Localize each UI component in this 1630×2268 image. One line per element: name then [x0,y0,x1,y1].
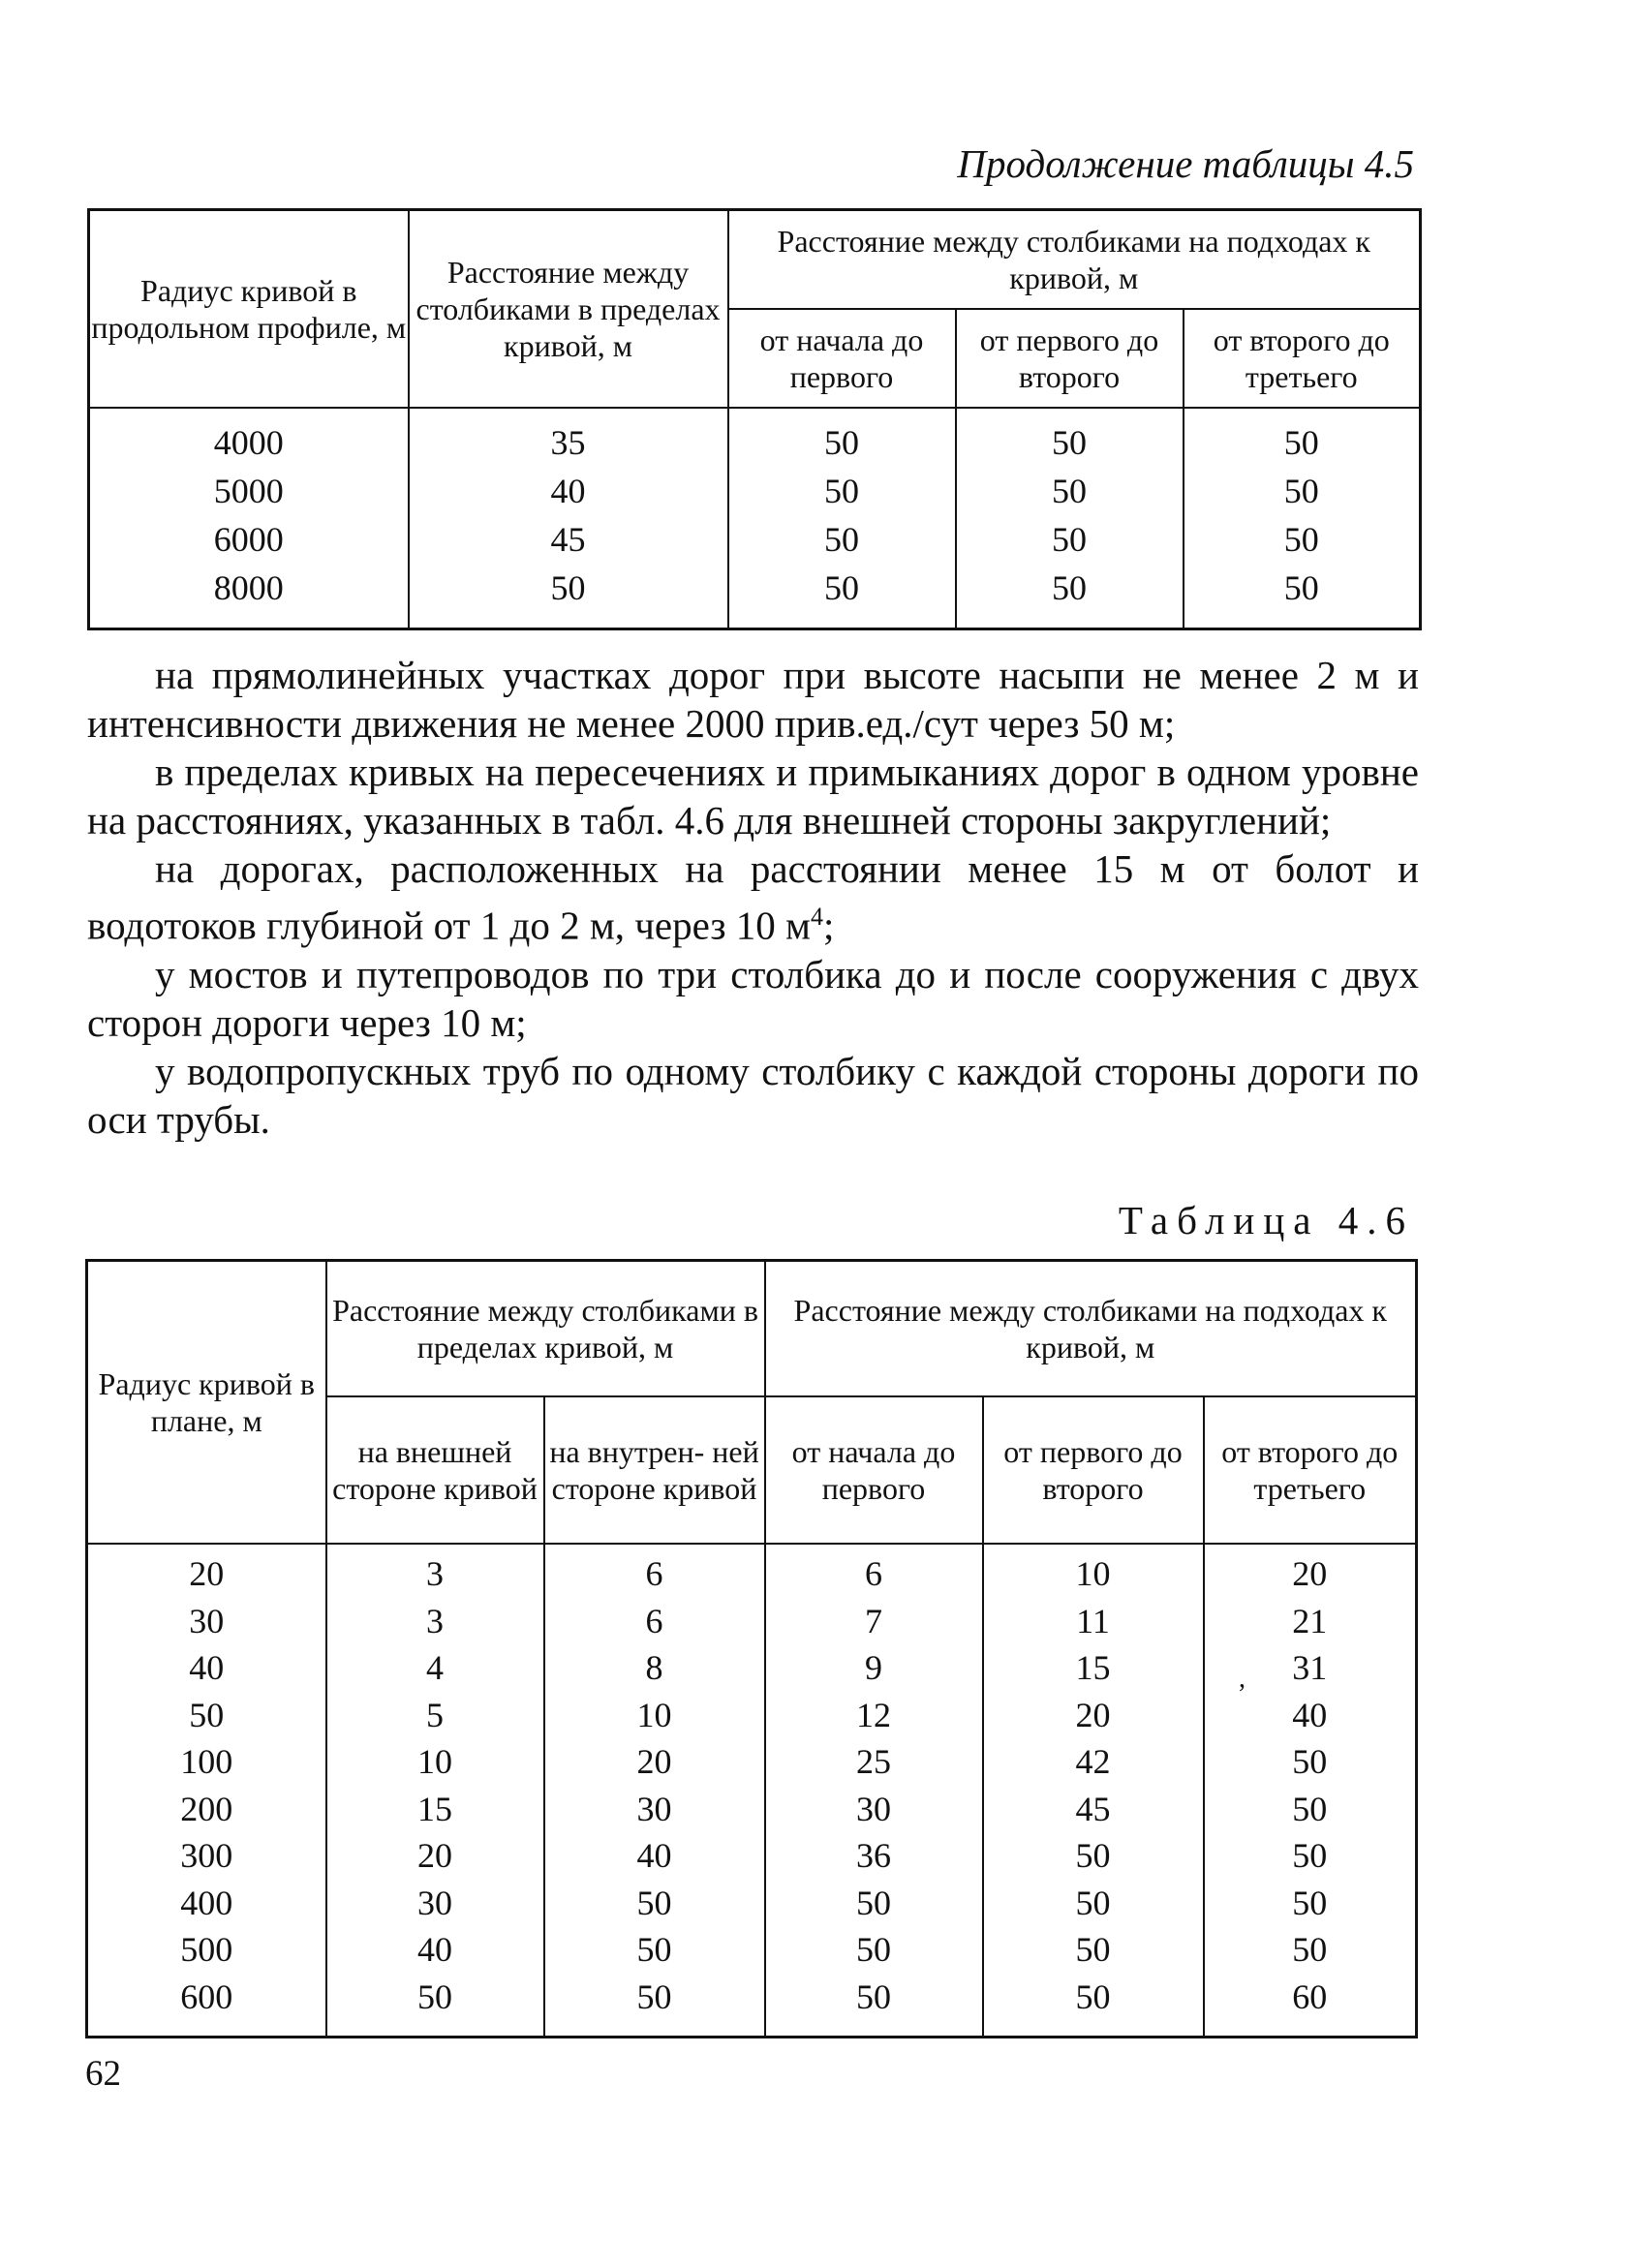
paragraph [87,844,1419,950]
table-cell: 15 [983,1644,1204,1692]
page-number: 62 [85,2054,121,2094]
table-cell: 15 [326,1786,544,1833]
table-cell: 50 [1184,564,1421,629]
table-cell: 40 [544,1832,765,1880]
table-cell: 20 [1204,1544,1417,1598]
table-cell: 31 [1204,1644,1417,1692]
table-cell: 4 [326,1644,544,1692]
table-cell: 50 [765,1880,983,1927]
table-cell: 50 [1184,467,1421,515]
table-cell: 21 [1204,1598,1417,1645]
table-cell: 50 [765,1974,983,2038]
table-row [87,1880,1417,1927]
table-cell: 400 [87,1880,326,1927]
table-cell: 10 [983,1544,1204,1598]
table-row [87,1738,1417,1786]
header-sub-2: от первого до второго [983,1396,1204,1544]
table-cell: 40 [326,1926,544,1974]
paragraph: у мостов и путепроводов по три столбика до и после сооружения с двух сторон дороги через 10 м; [87,951,1419,1045]
header-sub-3: от второго до третьего [1204,1396,1417,1544]
header-sub-2: от первого до второго [956,309,1184,408]
table-row [87,1974,1417,2038]
table-cell: 50 [1184,408,1421,467]
table-cell: 30 [326,1880,544,1927]
header-within-outer: на внешней стороне кривой [326,1396,544,1544]
paragraph-text: на дорогах, расположенных на расстоянии менее 15 м от болот и водотоков глубиной от 1 до 2 м, через 10 м [87,846,1419,948]
table-cell: 500 [87,1926,326,1974]
table-cell: 50 [728,408,956,467]
table-cell: 25 [765,1738,983,1786]
table-cell: 300 [87,1832,326,1880]
table-cell: 35 [409,408,728,467]
table-row [89,515,1421,564]
header-within-inner: на внутрен- ней стороне кривой [544,1396,765,1544]
table-row [89,564,1421,629]
table-cell: 50 [728,515,956,564]
table-row [87,1544,1417,1598]
table-cell: 7 [765,1598,983,1645]
table-cell: 45 [409,515,728,564]
table-cell: 50 [983,1832,1204,1880]
table-row [87,1692,1417,1739]
paragraph: у водопропускных труб по одному столбику с каждой стороны дороги по оси трубы. [87,1048,1419,1142]
table-row [89,467,1421,515]
table-cell: 5 [326,1692,544,1739]
table-4-5 [87,208,1422,630]
header-sub-3: от второго до третьего [1184,309,1421,408]
table-cell: 600 [87,1974,326,2038]
table-cell: 50 [544,1926,765,1974]
header-radius: Радиус кривой в плане, м [87,1261,326,1545]
table-row [87,1786,1417,1833]
stray-mark: , [1239,1664,1246,1694]
table-cell: 50 [956,515,1184,564]
table-cell: 50 [326,1974,544,2038]
table-cell: 20 [983,1692,1204,1739]
table-cell: 50 [1204,1738,1417,1786]
header-within: Расстояние между столбиками в пределах кривой, м [326,1261,765,1397]
table-row [87,1644,1417,1692]
table-4-6-caption: Таблица 4.6 [1118,1198,1414,1242]
table-cell: 12 [765,1692,983,1739]
table-cell: 50 [956,564,1184,629]
table-cell: 20 [326,1832,544,1880]
table-cell: 100 [87,1738,326,1786]
table-cell: 30 [765,1786,983,1833]
paragraph: на прямолинейных участках дорог при высоте насыпи не менее 2 м и интенсивности движения не менее 2000 прив.ед./сут через 50 м; [87,653,1419,746]
table-cell: 50 [409,564,728,629]
table-row [87,1926,1417,1974]
table-cell: 40 [409,467,728,515]
header-sub-1: от начала до первого [765,1396,983,1544]
table-cell: 60 [1204,1974,1417,2038]
table-cell: 42 [983,1738,1204,1786]
table-cell: 40 [87,1644,326,1692]
table-cell: 50 [1184,515,1421,564]
table-cell: 50 [983,1926,1204,1974]
table-cell: 6000 [89,515,409,564]
table-cell: 50 [1204,1786,1417,1833]
table-cell: 50 [1204,1926,1417,1974]
table-4-5-continuation-caption: Продолжение таблицы 4.5 [957,141,1414,186]
table-row [87,1832,1417,1880]
table-cell: 50 [956,408,1184,467]
header-approach: Расстояние между столбиками на подходах к кривой, м [765,1261,1417,1397]
table-cell: 50 [728,467,956,515]
table-cell: 50 [728,564,956,629]
table-cell: 30 [544,1786,765,1833]
header-within: Расстояние между столбиками в пределах кривой, м [409,210,728,409]
table-cell: 8 [544,1644,765,1692]
table-cell: 20 [544,1738,765,1786]
table-4-6 [85,1259,1418,2038]
body-text [87,651,1419,1144]
table-cell: 6 [544,1598,765,1645]
table-cell: 5000 [89,467,409,515]
paragraph: в пределах кривых на пересечениях и примыканиях дорог в одном уровне на расстояниях, указанных в табл. 4.6 для внешней стороны закруглений; [87,750,1419,843]
table-cell: 50 [1204,1880,1417,1927]
paragraph-tail: ; [822,903,835,948]
table-cell: 50 [544,1974,765,2038]
table-cell: 20 [87,1544,326,1598]
table-cell: 50 [87,1692,326,1739]
table-cell: 50 [956,467,1184,515]
table-cell: 50 [765,1926,983,1974]
table-cell: 3 [326,1544,544,1598]
table-cell: 50 [544,1880,765,1927]
table-cell: 50 [983,1974,1204,2038]
table-cell: 6 [765,1544,983,1598]
header-radius: Радиус кривой в продольном профиле, м [89,210,409,409]
table-cell: 40 [1204,1692,1417,1739]
table-cell: 50 [1204,1832,1417,1880]
table-cell: 10 [326,1738,544,1786]
table-cell: 45 [983,1786,1204,1833]
header-sub-1: от начала до первого [728,309,956,408]
table-cell: 3 [326,1598,544,1645]
table-cell: 6 [544,1544,765,1598]
footnote-mark: 4 [810,903,823,931]
table-cell: 36 [765,1832,983,1880]
table-cell: 50 [983,1880,1204,1927]
table-cell: 10 [544,1692,765,1739]
table-cell: 11 [983,1598,1204,1645]
table-cell: 4000 [89,408,409,467]
table-cell: 8000 [89,564,409,629]
header-approach: Расстояние между столбиками на подходах к кривой, м [728,210,1421,310]
table-row [89,408,1421,467]
table-row [87,1598,1417,1645]
table-cell: 9 [765,1644,983,1692]
table-cell: 30 [87,1598,326,1645]
table-cell: 200 [87,1786,326,1833]
